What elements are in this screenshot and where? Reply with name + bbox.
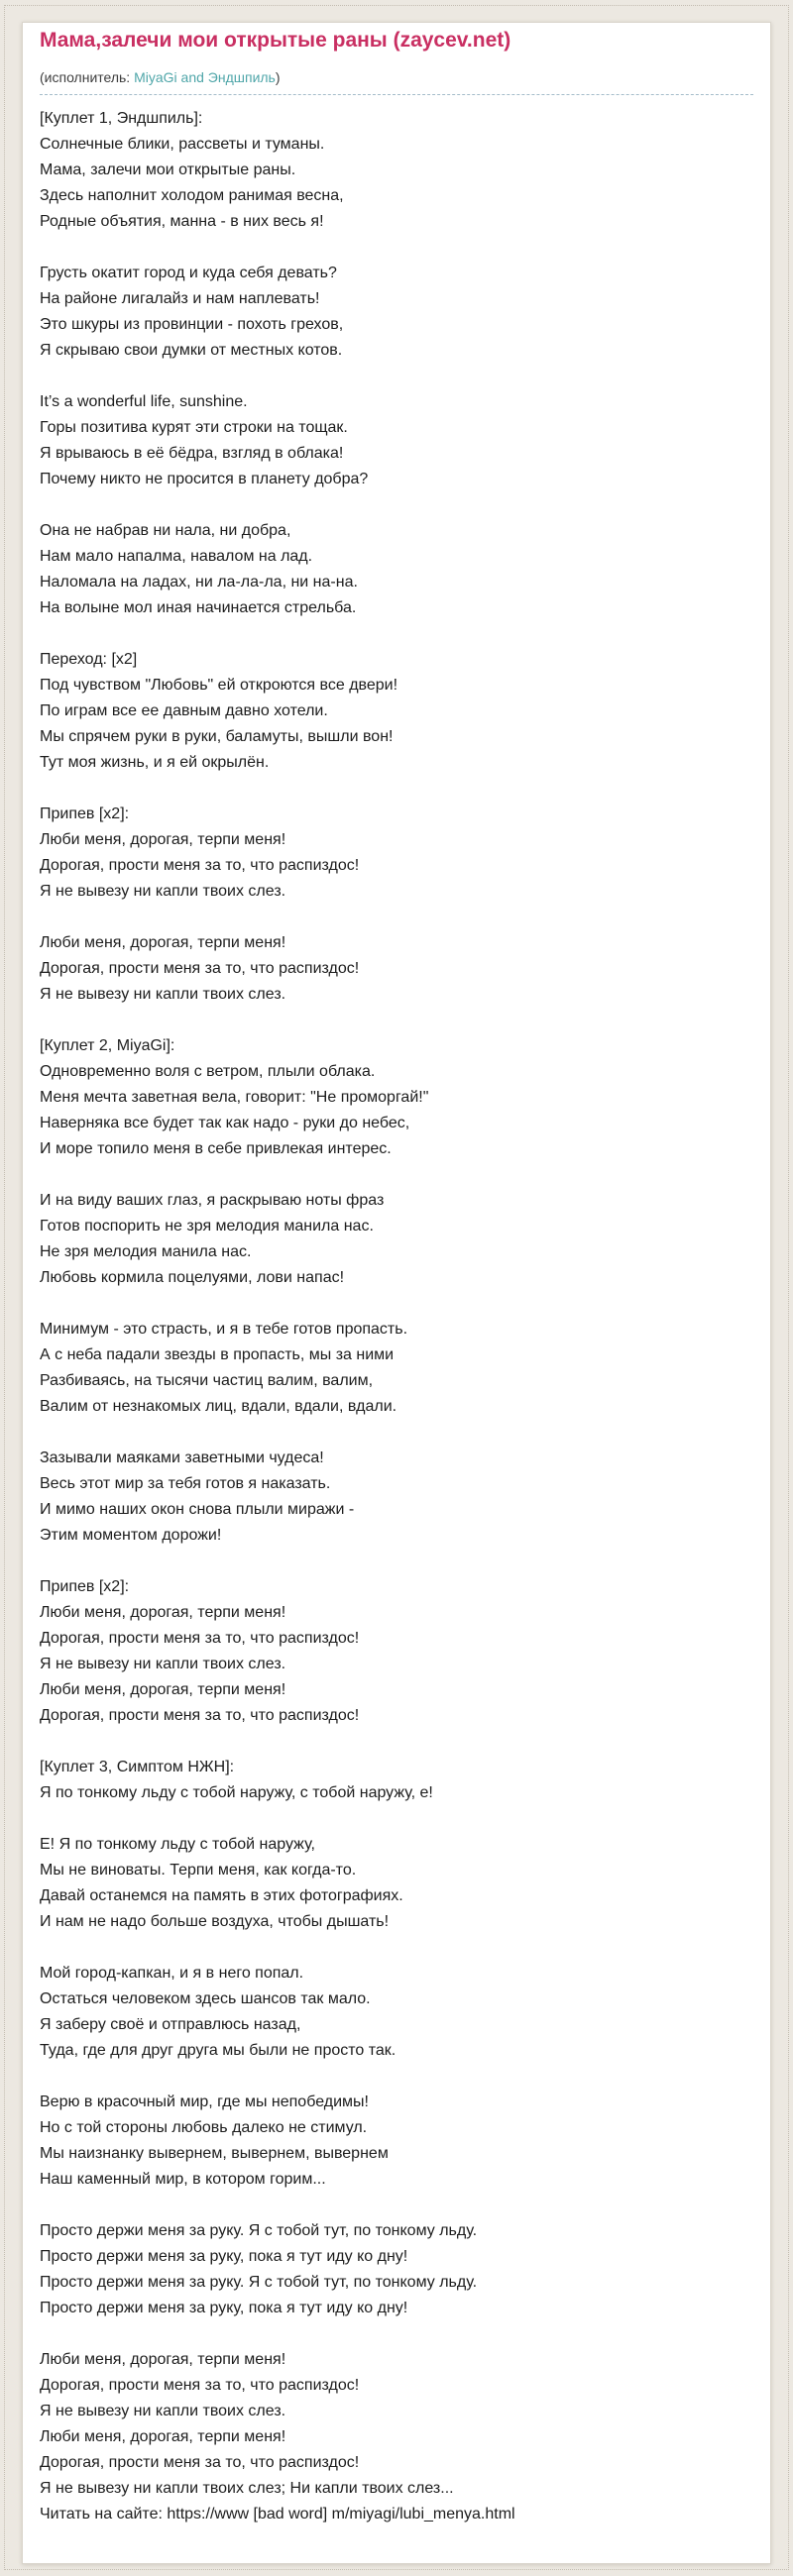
lyrics-stanza (40, 1755, 753, 1806)
lyrics-line: Я скрываю свои думки от местных котов. (40, 342, 343, 359)
lyrics-line: Меня мечта заветная вела, говорит: "Не проморгай!" (40, 1089, 429, 1106)
lyrics-line: Горы позитива курят эти строки на тощак. (40, 419, 348, 436)
lyrics-line: Наверняка все будет так как надо - руки до небес, (40, 1115, 410, 1131)
lyrics-line: Просто держи меня за руку, пока я тут иду ко дну! (40, 2300, 408, 2316)
lyrics-stanza (40, 1033, 753, 1162)
lyrics-line: На волыне мол иная начинается стрельба. (40, 599, 357, 616)
lyrics-line: Я не вывезу ни капли твоих слез. (40, 883, 286, 900)
lyrics-line: Любовь кормила поцелуями, лови напас! (40, 1269, 345, 1286)
lyrics-stanza (40, 1574, 753, 1729)
lyrics-line: Люби меня, дорогая, терпи меня! (40, 1681, 286, 1698)
lyrics-line: Этим моментом дорожи! (40, 1527, 222, 1544)
lyrics-line: Зазывали маяками заветными чудеса! (40, 1449, 324, 1466)
lyrics-line: А с неба падали звезды в пропасть, мы за ними (40, 1346, 395, 1363)
lyrics-line: Я не вывезу ни капли твоих слез; Ни капли твоих слез... (40, 2480, 454, 2497)
lyrics-line: Родные объятия, манна - в них весь я! (40, 213, 324, 230)
lyrics-line: Люби меня, дорогая, терпи меня! (40, 831, 286, 848)
lyrics-line: И на виду ваших глаз, я раскрываю ноты фраз (40, 1192, 385, 1209)
lyrics-stanza (40, 802, 753, 905)
lyrics-line: Тут моя жизнь, и я ей окрылён. (40, 754, 270, 771)
lyrics-line: Давай останемся на память в этих фотографиях. (40, 1887, 403, 1904)
lyrics-stanza (40, 2090, 753, 2193)
lyrics-line: Переход: [x2] (40, 651, 138, 668)
lyrics-stanza (40, 930, 753, 1008)
lyrics-line: Я врываюсь в её бёдра, взгляд в облака! (40, 445, 344, 462)
lyrics-stanza (40, 518, 753, 621)
lyrics-line: Люби меня, дорогая, терпи меня! (40, 2351, 286, 2368)
lyrics-line: Наш каменный мир, в котором горим... (40, 2171, 326, 2188)
lyrics-line: Нам мало напалма, навалом на лад. (40, 548, 313, 565)
lyrics-line: Просто держи меня за руку. Я с тобой тут, по тонкому льду. (40, 2222, 478, 2239)
song-header (40, 26, 753, 95)
lyrics-line: Здесь наполнит холодом ранимая весна, (40, 187, 344, 204)
lyrics-line: Дорогая, прости меня за то, что распиздос! (40, 1630, 360, 1647)
lyrics-line: Туда, где для друг друга мы были не просто так. (40, 2042, 396, 2059)
lyrics-line: Я не вывезу ни капли твоих слез. (40, 986, 286, 1003)
song-title: Мама,залечи мои открытые раны (zaycev.net) (40, 29, 511, 52)
lyrics-line: Мой город-капкан, и я в него попал. (40, 1965, 304, 1982)
lyrics-line: Люби меня, дорогая, терпи меня! (40, 934, 286, 951)
lyrics-line: Я не вывезу ни капли твоих слез. (40, 1656, 286, 1672)
lyrics-line: Люби меня, дорогая, терпи меня! (40, 1604, 286, 1621)
lyrics-line: Солнечные блики, рассветы и туманы. (40, 136, 325, 153)
lyrics-stanza (40, 389, 753, 492)
lyrics-line: Остаться человеком здесь шансов так мало. (40, 1990, 371, 2007)
lyrics-line: Почему никто не просится в планету добра? (40, 471, 369, 487)
artist-suffix: ) (275, 69, 281, 85)
lyrics-text (40, 95, 753, 2527)
lyrics-stanza (40, 647, 753, 776)
lyrics-line: Припев [x2]: (40, 805, 130, 822)
lyrics-line: Я не вывезу ни капли твоих слез. (40, 2403, 286, 2419)
lyrics-line: По играм все ее давным давно хотели. (40, 702, 328, 719)
lyrics-line: [Куплет 1, Эндшпиль]: (40, 110, 203, 127)
lyrics-line: Мы не виноваты. Терпи меня, как когда-то. (40, 1862, 357, 1878)
lyrics-line: Мама, залечи мои открытые раны. (40, 161, 296, 178)
lyrics-stanza (40, 1832, 753, 1935)
lyrics-line: И море топило меня в себе привлекая интерес. (40, 1140, 392, 1157)
lyrics-stanza (40, 261, 753, 364)
lyrics-line: Наломала на ладах, ни ла-ла-ла, ни на-на. (40, 574, 358, 590)
lyrics-line: Припев [x2]: (40, 1578, 130, 1595)
lyrics-line: Дорогая, прости меня за то, что распиздос! (40, 960, 360, 977)
lyrics-card (22, 22, 771, 2564)
lyrics-line: Мы наизнанку вывернем, вывернем, вывернем (40, 2145, 389, 2162)
lyrics-stanza (40, 1961, 753, 2064)
lyrics-line: Просто держи меня за руку. Я с тобой тут, по тонкому льду. (40, 2274, 478, 2291)
lyrics-line: Минимум - это страсть, и я в тебе готов пропасть. (40, 1321, 408, 1338)
lyrics-line: Читать на сайте: https://www [bad word] m/miyagi/lubi_menya.html (40, 2506, 515, 2522)
lyrics-line: Мы спрячем руки в руки, баламуты, вышли вон! (40, 728, 394, 745)
lyrics-stanza (40, 2218, 753, 2321)
lyrics-line: На районе лигалайз и нам наплевать! (40, 290, 320, 307)
lyrics-line: Она не набрав ни нала, ни добра, (40, 522, 291, 539)
lyrics-line: И мимо наших окон снова плыли миражи - (40, 1501, 355, 1518)
lyrics-line: Просто держи меня за руку, пока я тут иду ко дну! (40, 2248, 408, 2265)
lyrics-line: Е! Я по тонкому льду с тобой наружу, (40, 1836, 315, 1853)
artist-label: (исполнитель: (40, 69, 135, 85)
lyrics-line: Не зря мелодия манила нас. (40, 1243, 252, 1260)
lyrics-line: Разбиваясь, на тысячи частиц валим, валим, (40, 1372, 374, 1389)
lyrics-line: [Куплет 2, MiyaGi]: (40, 1037, 175, 1054)
lyrics-line: Я заберу своё и отправлюсь назад, (40, 2016, 301, 2033)
lyrics-line: Дорогая, прости меня за то, что распиздос! (40, 2377, 360, 2394)
lyrics-line: Но с той стороны любовь далеко не стимул. (40, 2119, 368, 2136)
lyrics-stanza (40, 1446, 753, 1549)
lyrics-line: Это шкуры из провинции - похоть грехов, (40, 316, 344, 333)
lyrics-line: Одновременно воля с ветром, плыли облака. (40, 1063, 376, 1080)
lyrics-line: It’s a wonderful life, sunshine. (40, 393, 248, 410)
lyrics-stanza (40, 106, 753, 235)
lyrics-line: Люби меня, дорогая, терпи меня! (40, 2428, 286, 2445)
lyrics-stanza (40, 1317, 753, 1420)
lyrics-line: Грусть окатит город и куда себя девать? (40, 265, 337, 281)
lyrics-line: Дорогая, прости меня за то, что распиздос! (40, 1707, 360, 1724)
lyrics-line: Под чувством "Любовь" ей откроются все двери! (40, 677, 398, 694)
artist-line (40, 67, 753, 95)
lyrics-line: Дорогая, прости меня за то, что распиздос! (40, 857, 360, 874)
lyrics-line: Весь этот мир за тебя готов я наказать. (40, 1475, 331, 1492)
lyrics-line: [Куплет 3, Симптом НЖН]: (40, 1759, 235, 1775)
lyrics-line: Дорогая, прости меня за то, что распиздос! (40, 2454, 360, 2471)
lyrics-line: И нам не надо больше воздуха, чтобы дышать! (40, 1913, 390, 1930)
lyrics-stanza (40, 2347, 753, 2527)
lyrics-line: Готов поспорить не зря мелодия манила нас. (40, 1218, 374, 1234)
lyrics-stanza (40, 1188, 753, 1291)
artist-link[interactable]: MiyaGi and Эндшпиль (134, 69, 276, 85)
lyrics-line: Валим от незнакомых лиц, вдали, вдали, вдали. (40, 1398, 397, 1415)
lyrics-line: Я по тонкому льду с тобой наружу, с тобой наружу, е! (40, 1784, 433, 1801)
lyrics-line: Верю в красочный мир, где мы непобедимы! (40, 2093, 369, 2110)
